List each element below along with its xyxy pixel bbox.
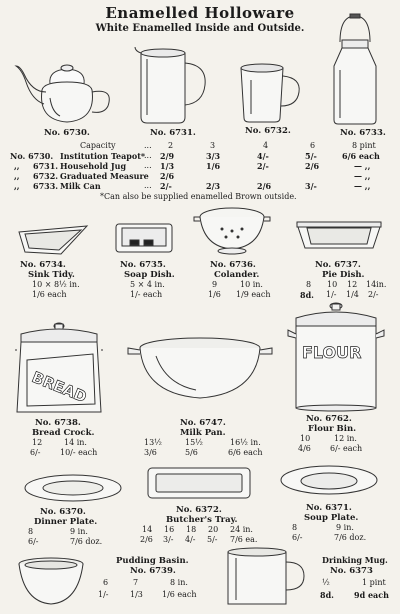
- milk-pan-name: Milk Pan.: [180, 428, 226, 438]
- butchers-tray-price: 5/-: [207, 535, 218, 544]
- table-footnote: *Can also be supplied enamelled Brown outside.: [100, 192, 297, 201]
- measure-illustration: [235, 62, 305, 124]
- pie-dish-price: 1/-: [326, 290, 337, 299]
- table-row-dots: ...: [144, 161, 152, 170]
- measure-number: No. 6732.: [245, 126, 291, 136]
- pudding-basin-illustration: [16, 556, 86, 606]
- drinking-mug-size: ½: [322, 578, 330, 587]
- soup-plate-size: 9 in.: [336, 523, 354, 532]
- pie-dish-size: 14in.: [366, 280, 387, 289]
- pie-dish-illustration: [295, 218, 383, 252]
- bread-crock-price: 10/- each: [60, 448, 98, 457]
- colander-size: 9: [212, 280, 218, 289]
- sink-tidy-size: 10 × 8½ in.: [32, 280, 80, 289]
- bread-crock-number: No. 6738.: [35, 418, 81, 428]
- flour-bin-price: 6/- each: [330, 444, 363, 453]
- table-row-name: Graduated Measure: [60, 171, 149, 181]
- pie-dish-price: 8d.: [300, 290, 314, 300]
- soap-dish-illustration: [112, 220, 176, 256]
- soup-plate-number: No. 6371.: [306, 503, 352, 513]
- dinner-plate-price: 6/-: [28, 537, 39, 546]
- table-row-name: Household Jug: [60, 161, 127, 171]
- capacity-label: Capacity: [80, 141, 116, 150]
- capacity-value: 2: [168, 141, 174, 150]
- sink-tidy-name: Sink Tidy.: [28, 270, 75, 280]
- pudding-basin-size: 8 in.: [170, 578, 188, 587]
- capacity-value: 4: [263, 141, 269, 150]
- sink-tidy-number: No. 6734.: [20, 260, 66, 270]
- flour-bin-price: 4/6: [298, 444, 311, 453]
- soup-plate-size: 8: [292, 523, 298, 532]
- teapot-illustration: [12, 52, 124, 124]
- butchers-tray-name: Butcher's Tray.: [166, 515, 238, 525]
- dinner-plate-size: 8: [28, 527, 34, 536]
- flour-label: FLOUR: [302, 343, 362, 362]
- table-cell: 2/6: [305, 161, 320, 171]
- pudding-basin-price: 1/3: [130, 590, 143, 599]
- butchers-tray-size: 20: [208, 525, 219, 534]
- pie-dish-size: 10: [327, 280, 338, 289]
- butchers-tray-price: 3/-: [163, 535, 174, 544]
- table-row-ditto: ,,: [14, 161, 20, 171]
- pie-dish-price: 1/4: [346, 290, 359, 299]
- dinner-plate-name: Dinner Plate.: [34, 517, 98, 527]
- soap-dish-price: 1/- each: [130, 290, 163, 299]
- pie-dish-price: 2/-: [368, 290, 379, 299]
- bread-crock-name: Bread Crock.: [32, 428, 95, 438]
- milk-can-illustration: [330, 14, 380, 126]
- jug-number: No. 6731.: [150, 128, 196, 138]
- table-cell: 1/3: [160, 161, 175, 171]
- table-cell: 2/-: [160, 181, 172, 191]
- dinner-plate-size: 9 in.: [70, 527, 88, 536]
- table-row-number: No. 6730.: [10, 151, 54, 161]
- sink-tidy-price: 1/6 each: [32, 290, 67, 299]
- table-row-ditto: ,,: [14, 171, 20, 181]
- dinner-plate-number: No. 6370.: [40, 507, 86, 517]
- capacity-value: 8 pint: [352, 141, 376, 150]
- capacity-value: 6: [310, 141, 316, 150]
- colander-name: Colander.: [214, 270, 260, 280]
- soup-plate-illustration: [278, 464, 380, 498]
- milk-pan-size: 16½ in.: [230, 438, 261, 447]
- butchers-tray-size: 16: [164, 525, 175, 534]
- colander-number: No. 6736.: [210, 260, 256, 270]
- pudding-basin-name: Pudding Basin.: [116, 556, 189, 566]
- bread-crock-size: 12: [32, 438, 43, 447]
- butchers-tray-price: 4/-: [185, 535, 196, 544]
- table-cell: 2/9: [160, 151, 175, 161]
- bread-label: BREAD: [29, 368, 90, 407]
- table-row-name: Institution Teapot*: [60, 151, 146, 161]
- pudding-basin-price: 1/-: [98, 590, 109, 599]
- table-cell: 5/-: [305, 151, 317, 161]
- milk-pan-price: 5/6: [185, 448, 198, 457]
- table-cell: 2/6: [257, 181, 272, 191]
- table-row-number: 6731.: [33, 161, 59, 171]
- bread-crock-illustration: [15, 320, 107, 416]
- page-subtitle: White Enamelled Inside and Outside.: [95, 23, 305, 34]
- pudding-basin-price: 1/6 each: [162, 590, 197, 599]
- flour-bin-illustration: [286, 300, 386, 412]
- colander-price: 1/6: [208, 290, 221, 299]
- dinner-plate-illustration: [22, 472, 124, 504]
- flour-bin-number: No. 6762.: [306, 414, 352, 424]
- table-cell: 3/-: [305, 181, 317, 191]
- butchers-tray-number: No. 6372.: [176, 505, 222, 515]
- butchers-tray-price: 7/6 ea.: [230, 535, 258, 544]
- table-row-dots: ...: [144, 181, 152, 190]
- milk-pan-size: 15½: [185, 438, 203, 447]
- butchers-tray-size: 18: [186, 525, 197, 534]
- table-cell: 2/-: [257, 161, 269, 171]
- milk-pan-number: No. 6747.: [180, 418, 226, 428]
- table-cell: — ,,: [354, 161, 371, 171]
- dinner-plate-price: 7/6 doz.: [70, 537, 103, 546]
- colander-size: 10 in.: [240, 280, 263, 289]
- capacity-dots: ...: [144, 141, 152, 150]
- pie-dish-size: 8: [306, 280, 312, 289]
- soap-dish-name: Soap Dish.: [124, 270, 175, 280]
- table-cell: 1/6: [206, 161, 221, 171]
- table-row-dots: ...: [144, 151, 152, 160]
- page-title: Enamelled Holloware: [105, 4, 295, 22]
- bread-crock-size: 14 in.: [64, 438, 87, 447]
- colander-illustration: [192, 205, 272, 255]
- jug-illustration: [133, 45, 213, 127]
- drinking-mug-price: 9d each: [354, 590, 389, 600]
- milk-pan-price: 6/6 each: [228, 448, 263, 457]
- soap-dish-number: No. 6735.: [120, 260, 166, 270]
- butchers-tray-price: 2/6: [140, 535, 153, 544]
- pudding-basin-size: 7: [133, 578, 139, 587]
- milk-can-number: No. 6733.: [340, 128, 386, 138]
- milk-pan-price: 3/6: [144, 448, 157, 457]
- soup-plate-price: 7/6 doz.: [334, 533, 367, 542]
- table-cell: 3/3: [206, 151, 221, 161]
- soup-plate-name: Soup Plate.: [304, 513, 359, 523]
- colander-price: 1/9 each: [236, 290, 271, 299]
- butchers-tray-illustration: [146, 466, 252, 500]
- table-row-number: 6732.: [33, 171, 59, 181]
- pie-dish-number: No. 6737.: [315, 260, 361, 270]
- teapot-number: No. 6730.: [44, 128, 90, 138]
- capacity-value: 3: [210, 141, 216, 150]
- pudding-basin-number: No. 6739.: [130, 566, 176, 576]
- soap-dish-size: 5 × 4 in.: [130, 280, 165, 289]
- milk-pan-size: 13½: [144, 438, 162, 447]
- butchers-tray-size: 14: [142, 525, 153, 534]
- pudding-basin-size: 6: [103, 578, 109, 587]
- table-row-ditto: ,,: [14, 181, 20, 191]
- flour-bin-size: 10: [300, 434, 311, 443]
- drinking-mug-name: Drinking Mug.: [322, 555, 388, 565]
- bread-crock-price: 6/-: [30, 448, 41, 457]
- flour-bin-size: 12 in.: [334, 434, 357, 443]
- table-cell: — ,,: [354, 171, 371, 181]
- flour-bin-name: Flour Bin.: [308, 424, 357, 434]
- table-row-name: Milk Can: [60, 181, 101, 191]
- drinking-mug-price: 8d.: [320, 590, 334, 600]
- milk-pan-illustration: [126, 334, 274, 404]
- table-cell: 4/-: [257, 151, 269, 161]
- table-cell: 2/3: [206, 181, 221, 191]
- sink-tidy-illustration: [15, 222, 91, 258]
- table-cell: 6/6 each: [342, 151, 380, 161]
- drinking-mug-illustration: [222, 546, 310, 608]
- butchers-tray-size: 24 in.: [230, 525, 253, 534]
- soup-plate-price: 6/-: [292, 533, 303, 542]
- drinking-mug-size: 1 pint: [362, 578, 386, 587]
- pie-dish-name: Pie Dish.: [322, 270, 365, 280]
- pie-dish-size: 12: [347, 280, 358, 289]
- table-row-number: 6733.: [33, 181, 59, 191]
- table-cell: — ,,: [354, 181, 371, 191]
- table-cell: 2/6: [160, 171, 175, 181]
- drinking-mug-number: No. 6373: [330, 566, 373, 576]
